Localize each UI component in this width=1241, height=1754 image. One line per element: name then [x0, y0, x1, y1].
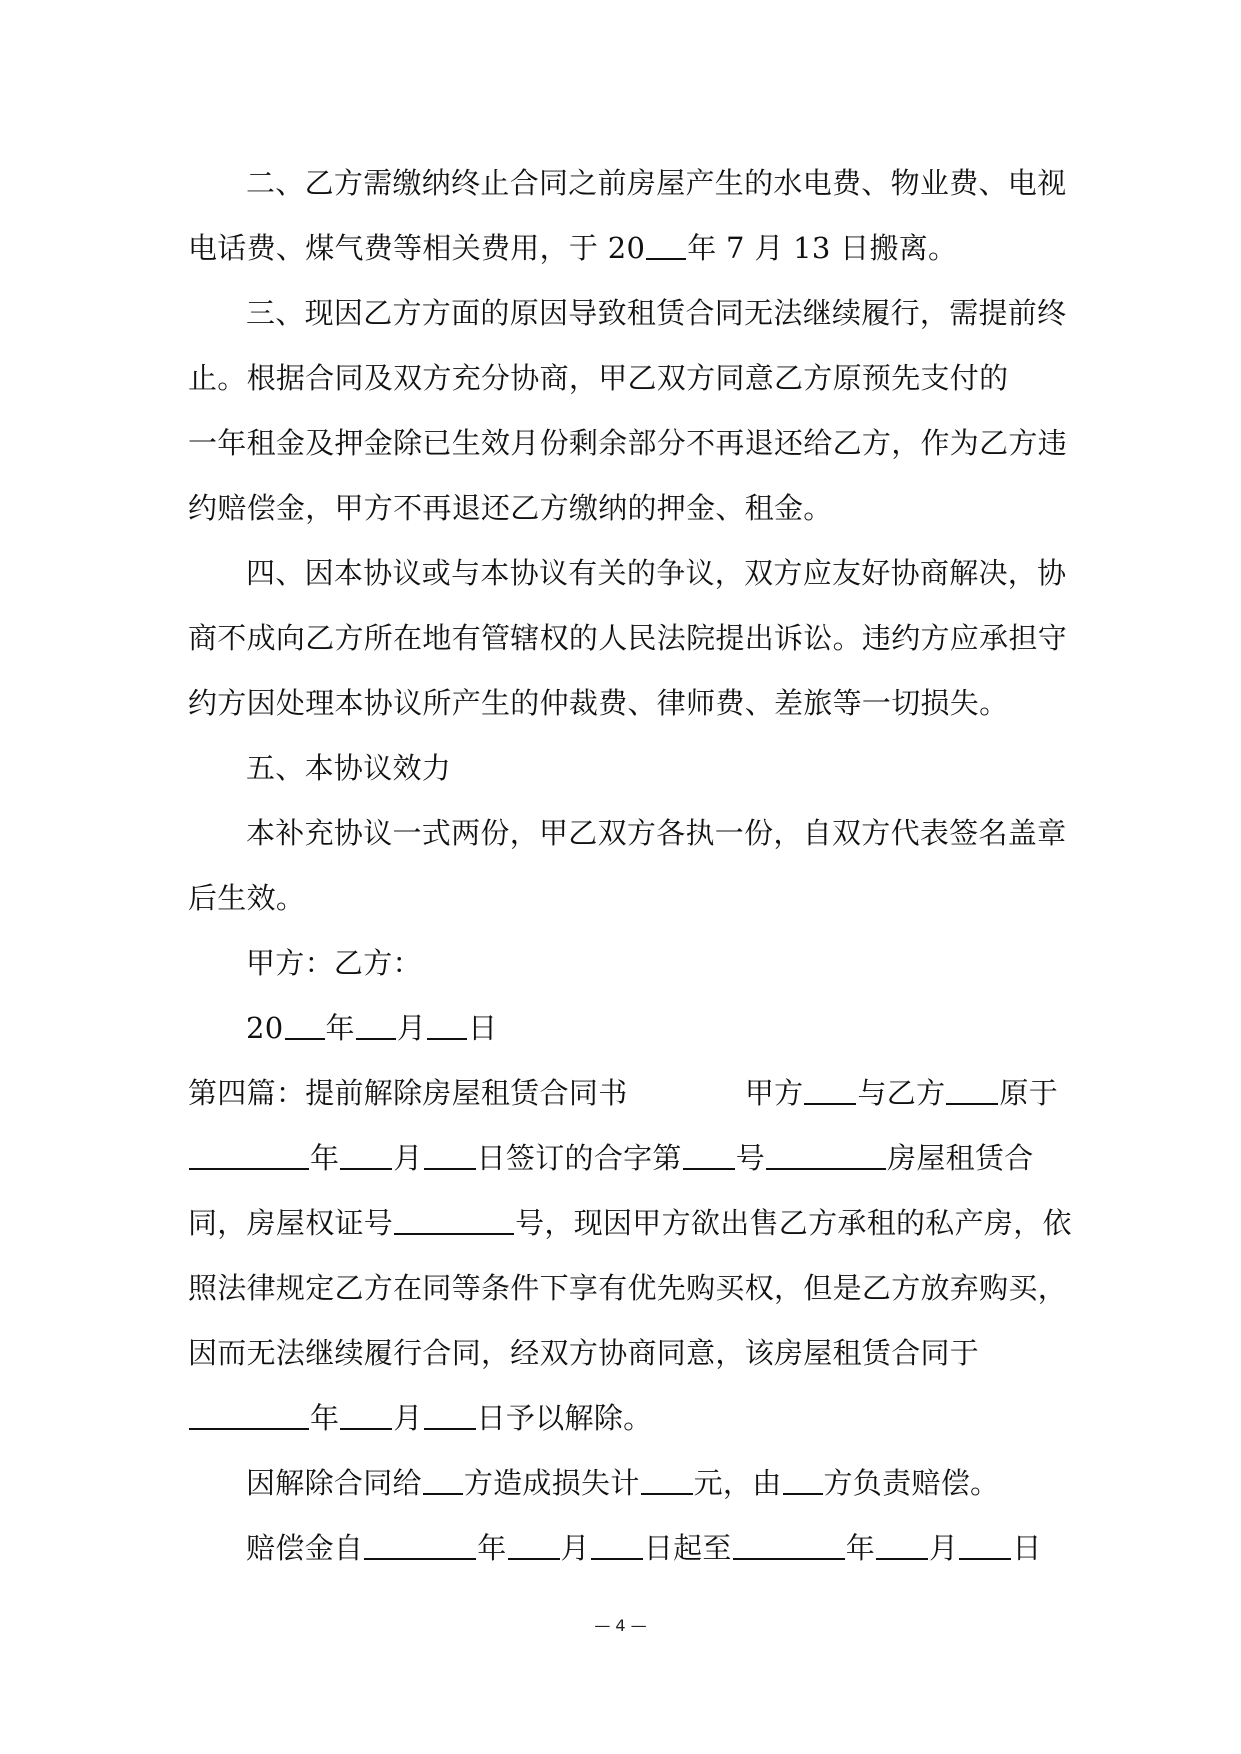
text: 日 [1012, 1531, 1042, 1565]
blank-field [340, 1398, 392, 1430]
clause-2-line-2 [188, 223, 1058, 288]
text: 约赔偿金，甲方不再退还乙方缴纳的押金、租金。 [188, 491, 833, 525]
text: 月 [396, 1011, 427, 1045]
text: 一年租金及押金除已生效月份剩余部分不再退还给乙方，作为乙方违 [188, 426, 1068, 460]
text: 元，由 [693, 1466, 782, 1500]
clause-2-line-1 [188, 158, 1067, 223]
clause-5-line-1 [188, 808, 1067, 873]
blank-field [364, 1528, 476, 1560]
text: 月 [393, 1141, 423, 1175]
blank-segment [188, 1133, 1034, 1198]
chapter-4-title-line [188, 1068, 1058, 1133]
clause-3-line-2 [188, 353, 1058, 418]
chapter-4-line-3 [188, 1198, 1072, 1263]
blank-field [394, 1203, 514, 1235]
text: 号，现因甲方欲出售乙方承租的私产房，依 [515, 1206, 1072, 1240]
text: 因解除合同给 [246, 1466, 422, 1500]
text: 与乙方 [857, 1076, 946, 1110]
blank-field [189, 1398, 309, 1430]
text: 月 [929, 1531, 959, 1565]
clause-3-line-3 [188, 418, 1068, 483]
blank-field [424, 1138, 476, 1170]
blank-field [423, 1463, 463, 1495]
blank-field [783, 1463, 823, 1495]
text: 20 [246, 1011, 284, 1045]
blank-field [804, 1073, 856, 1105]
text: 电话费、煤气费等相关费用，于 20 [188, 231, 646, 265]
date-line [188, 1003, 1058, 1068]
text: 房屋租赁合 [887, 1141, 1034, 1175]
clause-5-line-2 [188, 873, 1058, 938]
text: 方造成损失计 [463, 1466, 640, 1500]
blank-field [646, 228, 686, 260]
chapter-4-line-4 [188, 1263, 1068, 1328]
document-body [188, 158, 1072, 1588]
blank-field [508, 1528, 560, 1560]
text: 止。根据合同及双方充分协商，甲乙双方同意乙方原预先支付的 [188, 361, 1009, 395]
text: 甲方：乙方： [246, 946, 422, 980]
text: 商不成向乙方所在地有管辖权的人民法院提出诉讼。违约方应承担守 [188, 621, 1068, 655]
text: 后生效。 [188, 881, 306, 915]
chapter-4-line-6 [188, 1393, 1058, 1458]
text: 四、因本协议或与本协议有关的争议，双方应友好协商解决，协 [246, 556, 1067, 590]
text: 三、现因乙方方面的原因导致租赁合同无法继续履行，需提前终 [246, 296, 1067, 330]
blank-field [946, 1073, 998, 1105]
text: 号 [735, 1141, 766, 1175]
text: 本补充协议一式两份，甲乙双方各执一份，自双方代表签名盖章 [246, 816, 1067, 850]
text: 月 [393, 1401, 423, 1435]
text: 约方因处理本协议所产生的仲裁费、律师费、差旅等一切损失。 [188, 686, 1009, 720]
text: 日起至 [643, 1531, 732, 1565]
clause-4-line-3 [188, 678, 1058, 743]
blank-field [427, 1008, 467, 1040]
text: 日 [468, 1011, 498, 1045]
chapter-4-line-5 [188, 1328, 1058, 1393]
text: 照法律规定乙方在同等条件下享有优先购买权，但是乙方放弃购买， [188, 1271, 1068, 1305]
clause-3-line-1 [188, 288, 1067, 353]
text: 日签订的合字第 [476, 1141, 682, 1175]
text: 甲方 [744, 1076, 804, 1110]
blank-field [876, 1528, 928, 1560]
text: 二、乙方需缴纳终止合同之前房屋产生的水电费、物业费、电视 [246, 166, 1067, 200]
text: 方负责赔偿。 [823, 1466, 1000, 1500]
blank-field [285, 1008, 325, 1040]
clause-3-line-4 [188, 483, 1058, 548]
text: 赔偿金自 [246, 1531, 364, 1565]
text: 因而无法继续履行合同，经双方协商同意，该房屋租赁合同于 [188, 1336, 980, 1370]
text: 同，房屋权证号 [188, 1206, 394, 1240]
blank-field [189, 1138, 309, 1170]
chapter-opening [745, 1068, 1058, 1133]
compensation-line [188, 1523, 1058, 1588]
blank-field [424, 1398, 476, 1430]
blank-field [340, 1138, 392, 1170]
page-number: — 4 — [594, 1616, 647, 1635]
chapter-4-line-2 [188, 1133, 1058, 1198]
signature-line [188, 938, 1058, 1003]
text: 日予以解除。 [476, 1401, 653, 1435]
blank-field [641, 1463, 693, 1495]
text: 月 [560, 1531, 590, 1565]
text: 五、本协议效力 [246, 751, 452, 785]
chapter-title: 第四篇：提前解除房屋租赁合同书 [188, 1076, 628, 1110]
clause-5-heading [188, 743, 1058, 808]
clause-4-line-2 [188, 613, 1068, 678]
blank-field [733, 1528, 845, 1560]
text: 年 7 月 13 日搬离。 [687, 231, 958, 265]
blank-field [591, 1528, 643, 1560]
blank-field [356, 1008, 396, 1040]
text: 年 [325, 1011, 355, 1045]
clause-4-line-1 [188, 548, 1067, 613]
loss-line [188, 1458, 1058, 1523]
blank-field [683, 1138, 735, 1170]
text: 年 [845, 1531, 876, 1565]
blank-field [766, 1138, 886, 1170]
blank-field [959, 1528, 1011, 1560]
text: 原于 [999, 1076, 1058, 1110]
text: 年 [310, 1401, 340, 1435]
text: 年 [477, 1531, 507, 1565]
text: 年 [310, 1141, 340, 1175]
